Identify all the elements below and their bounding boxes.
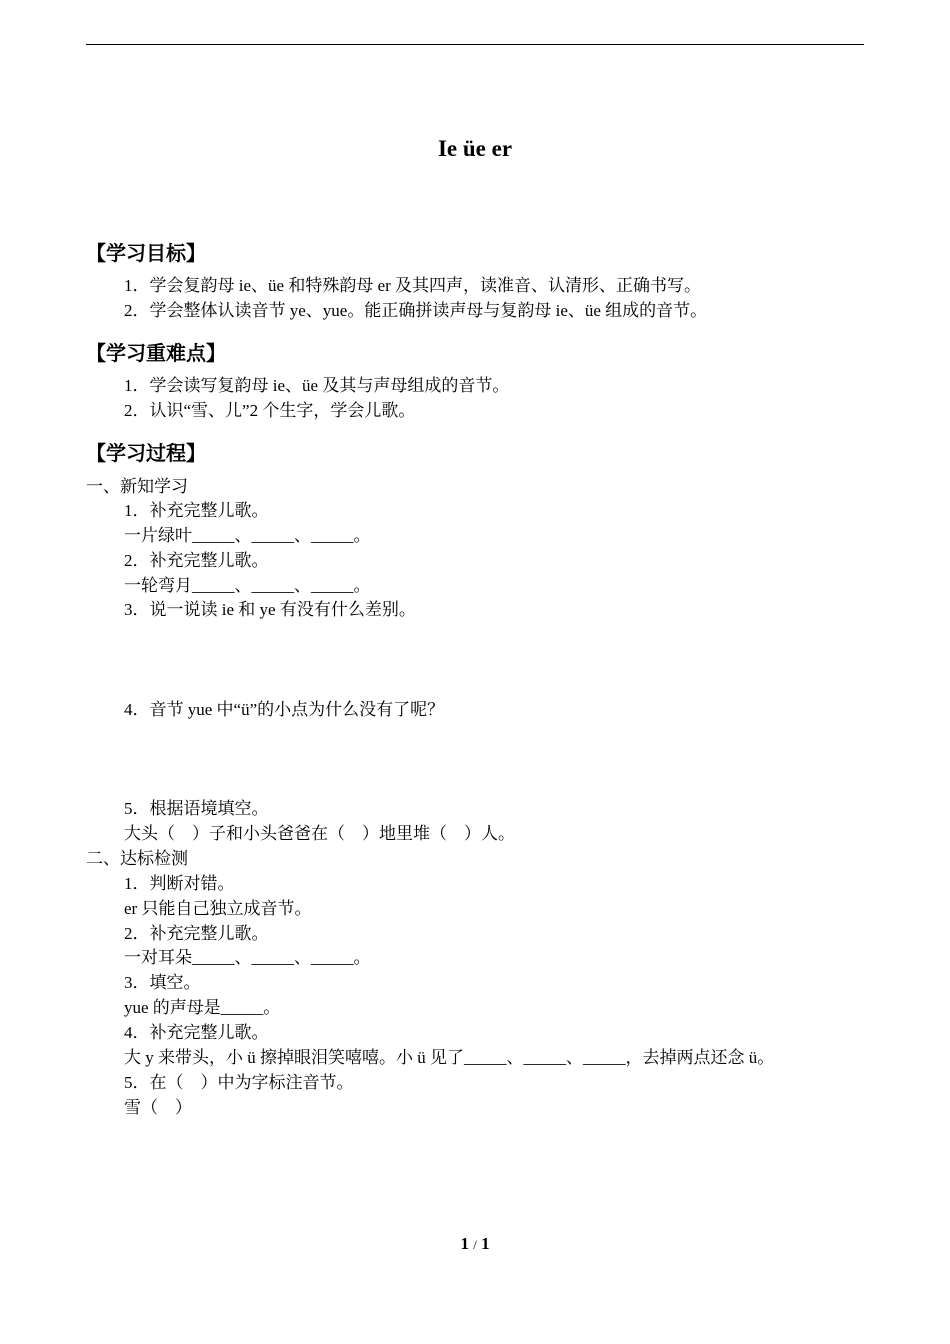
exercise-line: 1．补充完整儿歌。 <box>124 501 269 520</box>
exercise-line: 5．根据语境填空。 <box>124 799 269 818</box>
exercise-line: 2．补充完整儿歌。 <box>124 551 269 570</box>
key-point-item: 1．学会读写复韵母 ie、üe 及其与声母组成的音节。 <box>124 376 510 395</box>
current-page: 1 <box>460 1234 469 1253</box>
page-separator: / <box>473 1237 477 1252</box>
section-heading-process: 【学习过程】 <box>86 441 206 465</box>
exercise-line: 大头（ ）子和小头爸爸在（ ）地里堆（ ）人。 <box>124 824 515 843</box>
exercise-line: 一轮弯月_____、_____、_____。 <box>124 576 371 595</box>
exercise-line: 1．判断对错。 <box>124 874 235 893</box>
page-title: Ie üe er <box>437 136 513 161</box>
exercise-line: 4．音节 yue 中“ü”的小点为什么没有了呢？ <box>124 700 445 719</box>
exercise-line: 一对耳朵_____、_____、_____。 <box>124 948 371 967</box>
section-heading-key-points: 【学习重难点】 <box>86 341 226 365</box>
page-number <box>0 1234 950 1254</box>
goal-item: 2．学会整体认读音节 ye、yue。能正确拼读声母与复韵母 ie、üe 组成的音节。 <box>124 301 708 320</box>
exercise-line: 5．在（ ）中为字标注音节。 <box>124 1073 354 1092</box>
exercise-line: er 只能自己独立成音节。 <box>124 899 312 918</box>
exercise-line: 3．说一说读 ie 和 ye 有没有什么差别。 <box>124 600 416 619</box>
key-point-item: 2．认识“雪、儿”2 个生字，学会儿歌。 <box>124 401 416 420</box>
goal-item: 1．学会复韵母 ie、üe 和特殊韵母 er 及其四声，读准音、认清形、正确书写。 <box>124 276 702 295</box>
exercise-line: 3．填空。 <box>124 973 201 992</box>
exercise-line: 2．补充完整儿歌。 <box>124 924 269 943</box>
exercise-line: 4．补充完整儿歌。 <box>124 1023 269 1042</box>
section-heading-goals: 【学习目标】 <box>86 241 206 265</box>
exercise-line: 一片绿叶_____、_____、_____。 <box>124 526 371 545</box>
total-pages: 1 <box>481 1234 490 1253</box>
exercise-line: yue 的声母是_____。 <box>124 998 281 1017</box>
exercise-line: 大 y 来带头，小 ü 擦掉眼泪笑嘻嘻。小 ü 见了_____、_____、_____，去掉两点还念 ü。 <box>124 1048 775 1067</box>
exercise-line: 雪（ ） <box>124 1098 192 1117</box>
part-heading-assessment: 二、达标检测 <box>86 849 188 868</box>
header-rule <box>86 44 864 45</box>
part-heading-new-knowledge: 一、新知学习 <box>86 477 188 496</box>
